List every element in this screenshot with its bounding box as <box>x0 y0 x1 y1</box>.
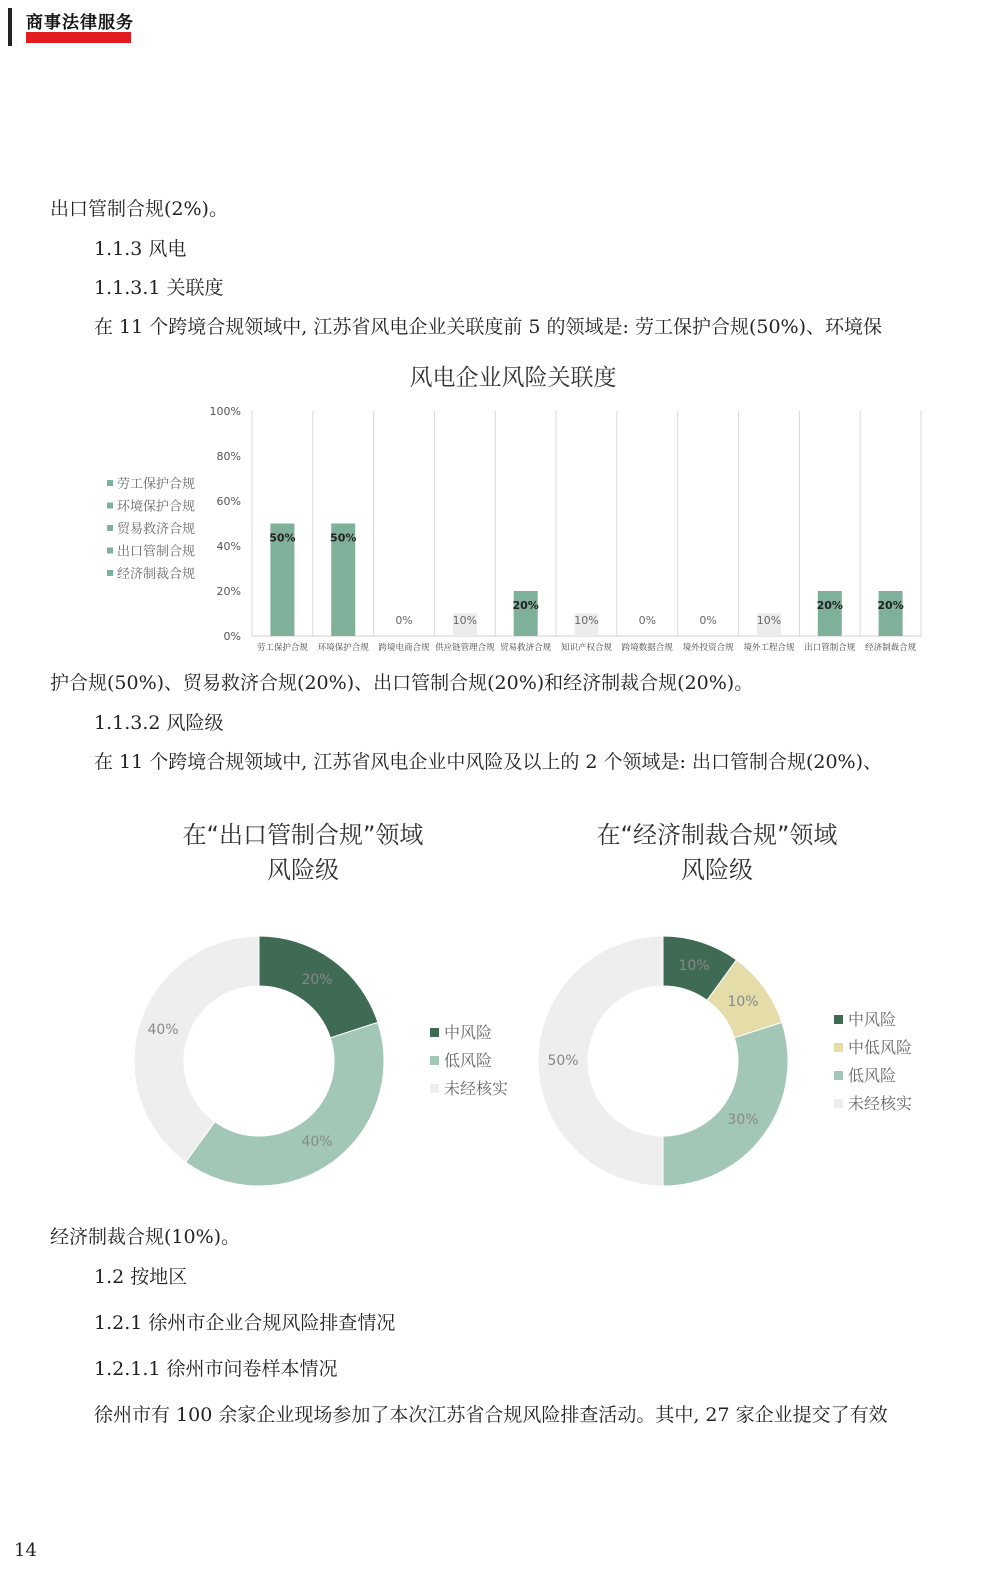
donut-chart-export-control <box>134 821 508 1186</box>
y-tick-label: 20% <box>216 585 241 598</box>
legend-swatch <box>430 1056 439 1065</box>
bar-chart-title: 风电企业风险关联度 <box>409 365 617 391</box>
donut-value-label: 50% <box>547 1053 579 1069</box>
donut-value-label: 40% <box>301 1134 333 1150</box>
legend-swatch <box>834 1043 843 1052</box>
x-category-label: 环境保护合规 <box>317 643 369 653</box>
legend-label: 未经核实 <box>848 1094 913 1113</box>
legend-swatch <box>834 1015 843 1024</box>
legend-label: 出口管制合规 <box>117 544 196 560</box>
heading-1-2-1: 1.2.1 徐州市企业合规风险排查情况 <box>94 1312 396 1334</box>
legend-swatch <box>430 1084 439 1093</box>
donut-slice <box>186 1022 384 1186</box>
bar-value-label: 50% <box>330 531 357 545</box>
bar-value-label: 20% <box>512 599 539 612</box>
donut-title: 在“经济制裁合规”领域 <box>596 821 838 849</box>
donut-title: 在“出口管制合规”领域 <box>182 821 424 849</box>
legend-label: 劳工保护合规 <box>117 477 196 492</box>
heading-1-2-1-1: 1.2.1.1 徐州市问卷样本情况 <box>94 1358 338 1380</box>
bar-value-label: 50% <box>269 531 296 545</box>
y-tick-label: 0% <box>223 630 241 643</box>
bar-value-label: 20% <box>816 599 843 612</box>
paragraph-line: 在 11 个跨境合规领域中, 江苏省风电企业关联度前 5 的领域是: 劳工保护合规(50%)、环境保 <box>94 316 883 338</box>
paragraph-line: 在 11 个跨境合规领域中, 江苏省风电企业中风险及以上的 2 个领域是: 出口管制合规(20%)、 <box>94 751 883 773</box>
legend-label: 低风险 <box>444 1051 493 1070</box>
heading-1-1-3-1: 1.1.3.1 关联度 <box>94 277 224 299</box>
donut-value-label: 40% <box>147 1022 179 1038</box>
page-number: 14 <box>14 1540 37 1561</box>
heading-1-1-3-2: 1.1.3.2 风险级 <box>94 712 224 734</box>
x-category-label: 知识产权合规 <box>560 643 613 653</box>
donut-value-label: 10% <box>727 994 759 1010</box>
donut-title: 风险级 <box>681 856 753 884</box>
x-category-label: 境外工程合规 <box>743 643 795 653</box>
x-category-label: 跨境电商合规 <box>378 643 430 653</box>
y-tick-label: 80% <box>216 450 241 463</box>
bar-value-label: 0% <box>699 614 717 627</box>
x-category-label: 经济制裁合规 <box>865 643 917 653</box>
paragraph-line: 徐州市有 100 余家企业现场参加了本次江苏省合规风险排查活动。其中, 27 家企业提交了有效 <box>94 1404 888 1426</box>
donut-chart-economic-sanctions <box>538 821 912 1186</box>
donut-value-label: 10% <box>678 958 710 974</box>
x-category-label: 劳工保护合规 <box>256 643 308 653</box>
legend-label: 贸易救济合规 <box>117 522 196 537</box>
legend-label: 环境保护合规 <box>117 499 196 515</box>
legend-swatch <box>834 1071 843 1080</box>
bar-value-label: 10% <box>574 614 599 627</box>
legend-label: 经济制裁合规 <box>117 567 196 582</box>
donut-value-label: 30% <box>727 1112 759 1128</box>
y-tick-label: 100% <box>209 405 241 418</box>
y-tick-label: 40% <box>216 540 241 553</box>
legend-label: 中低风险 <box>848 1038 913 1057</box>
x-category-label: 跨境数据合规 <box>621 643 673 653</box>
x-category-label: 供应链管理合规 <box>435 643 495 653</box>
x-category-label: 境外投资合规 <box>682 643 734 653</box>
heading-1-2: 1.2 按地区 <box>94 1266 188 1288</box>
x-category-label: 贸易救济合规 <box>500 643 552 653</box>
bar-value-label: 10% <box>452 614 478 627</box>
y-tick-label: 60% <box>216 495 241 508</box>
bar-value-label: 20% <box>877 599 904 612</box>
bar-value-label: 10% <box>756 614 782 627</box>
donut-title: 风险级 <box>267 856 339 884</box>
paragraph-line: 出口管制合规(2%)。 <box>50 198 228 220</box>
x-category-label: 出口管制合规 <box>804 643 856 653</box>
legend-label: 低风险 <box>848 1066 897 1085</box>
legend-label: 中风险 <box>444 1023 493 1042</box>
heading-1-1-3: 1.1.3 风电 <box>94 238 187 260</box>
donut-slice <box>663 1022 788 1186</box>
paragraph-line: 护合规(50%)、贸易救济合规(20%)、出口管制合规(20%)和经济制裁合规(20%)。 <box>50 672 754 694</box>
bar-value-label: 0% <box>638 614 657 627</box>
legend-label: 中风险 <box>848 1010 897 1029</box>
section-header-title: 商事法律服务 <box>26 13 134 33</box>
paragraph-line: 经济制裁合规(10%)。 <box>50 1226 241 1248</box>
donut-slice <box>134 936 259 1162</box>
legend-label: 未经核实 <box>444 1079 509 1098</box>
legend-swatch <box>430 1028 439 1037</box>
bar-value-label: 0% <box>395 614 413 627</box>
donut-value-label: 20% <box>301 972 333 988</box>
legend-swatch <box>834 1099 843 1108</box>
